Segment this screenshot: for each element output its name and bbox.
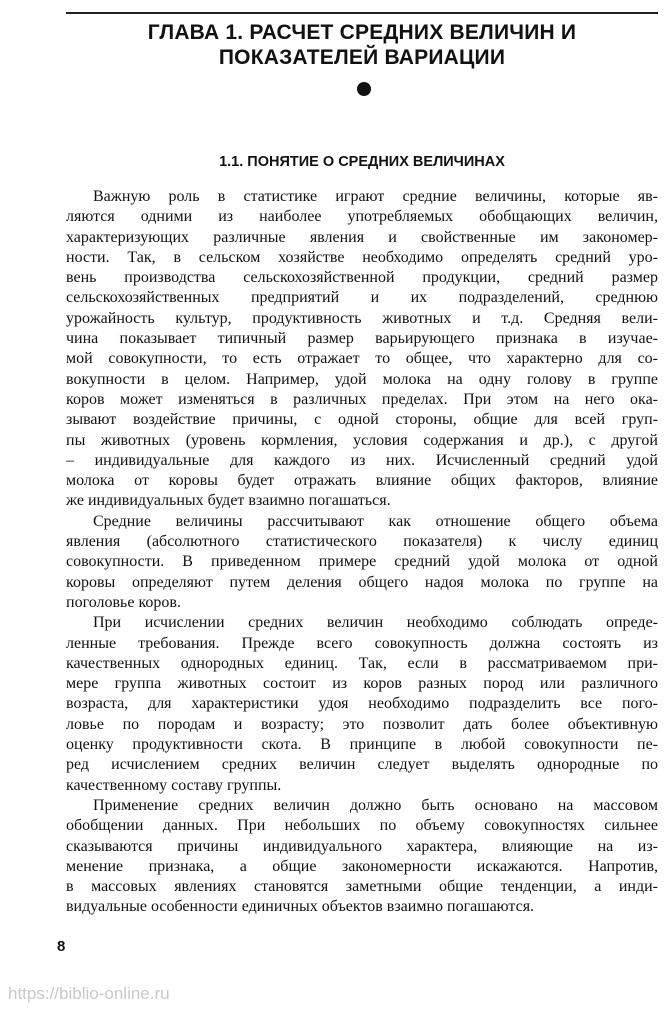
paragraph-line: пы животных (уровень кормления, условия содержания и др.), с другой <box>66 431 658 449</box>
top-rule <box>66 12 658 14</box>
paragraph-line: видуальные особенности единичных объектов взаимно погашаются. <box>66 898 535 916</box>
paragraph-line: вокупности в целом. Например, удой молока на одну голову в группе <box>66 370 658 388</box>
paragraph-line: совокупности. В приведенном примере средний удой молока от одной <box>66 553 658 571</box>
paragraph-line: качественных однородных единиц. Так, если в рассматриваемом при- <box>66 654 658 672</box>
page-number: 8 <box>57 938 66 955</box>
paragraph-line: вень производства сельскохозяйственной продукции, средний размер <box>66 269 658 287</box>
paragraph-line: возраста, для характеристики удоя необходимо подразделить все пого- <box>66 695 658 713</box>
paragraph-line: коровы определяют путем деления общего надоя молока по группе на <box>66 573 658 591</box>
paragraph-line: ловье по породам и возрасту; это позволит дать более объективную <box>66 715 658 733</box>
paragraph <box>66 613 658 796</box>
paragraph <box>66 187 658 512</box>
paragraph-line: менение признака, а общие закономерности искажаются. Напротив, <box>66 857 658 875</box>
paragraph-line: мере группа животных состоит из коров разных пород или различного <box>66 675 658 693</box>
paragraph-line: молока от коровы будет отражать влияние общих факторов, влияние <box>66 472 658 490</box>
paragraph-line: Средние величины рассчитывают как отношение общего объема <box>93 512 658 530</box>
paragraph-line: характеризующих различные явления и свойственные им закономер- <box>66 228 658 246</box>
paragraph-line: урожайность культур, продуктивность животных и т.д. Средняя вели- <box>66 309 658 327</box>
paragraph-line: мой совокупности, то есть отражает то общее, что характерно для со- <box>66 350 658 368</box>
paragraph-line: коров может изменяться в различных пределах. При этом на него ока- <box>66 390 658 408</box>
paragraph-line: – индивидуальные для каждого из них. Исчисленный средний удой <box>66 451 658 469</box>
paragraph-line: сельскохозяйственных предприятий и их подразделений, среднюю <box>66 289 658 307</box>
paragraph-line: Важную роль в статистике играют средние величины, которые яв- <box>93 188 658 205</box>
chapter-title <box>66 20 658 70</box>
paragraph-line: зывают воздействие причины, с одной стороны, общие для всей груп- <box>66 411 658 429</box>
paragraph-line: в массовых явлениях становятся заметными общие тенденции, а инди- <box>66 878 658 896</box>
section-title: 1.1. ПОНЯТИЕ О СРЕДНИХ ВЕЛИЧИНАХ <box>219 154 505 170</box>
paragraph <box>66 512 658 613</box>
chapter-title-line-1: ГЛАВА 1. РАСЧЕТ СРЕДНИХ ВЕЛИЧИН И <box>147 21 577 44</box>
chapter-title-line-2: ПОКАЗАТЕЛЕЙ ВАРИАЦИИ <box>218 46 506 69</box>
paragraph-line: Применение средних величин должно быть основано на массовом <box>93 796 658 814</box>
paragraph-line: явления (абсолютного статистического показателя) к числу единиц <box>66 533 658 551</box>
paragraph-line: ляются одними из наиболее употребляемых обобщающих величин, <box>66 208 658 226</box>
paragraph-line: ности. Так, в сельском хозяйстве необходимо определять средний уро- <box>66 248 658 266</box>
paragraph-line: ред исчислением средних величин следует выделять однородные по <box>66 756 658 774</box>
paragraph-line: чина показывает типичный размер варьирующего признака в изучае- <box>66 330 658 348</box>
paragraph-line: качественному составу группы. <box>66 776 282 794</box>
paragraph-line: же индивидуальных будет взаимно погашаться. <box>66 492 391 510</box>
paragraph-line: обобщении данных. При небольших по объему совокупностях сильнее <box>66 817 658 835</box>
paragraph-line: поголовье коров. <box>66 593 181 611</box>
paragraph-line: ленные требования. Прежде всего совокупность должна состоять из <box>66 634 658 652</box>
paragraph-line: оценку продуктивности скота. В принципе в любой совокупности пе- <box>66 736 658 754</box>
bullet-dot <box>357 82 371 96</box>
body-text <box>66 187 658 918</box>
paragraph-line: сказываются причины индивидуального характера, влияющие на из- <box>66 837 658 855</box>
paragraph-line: При исчислении средних величин необходимо соблюдать опреде- <box>93 614 658 632</box>
paragraph <box>66 796 658 918</box>
watermark: https://biblio-online.ru <box>8 984 170 1003</box>
